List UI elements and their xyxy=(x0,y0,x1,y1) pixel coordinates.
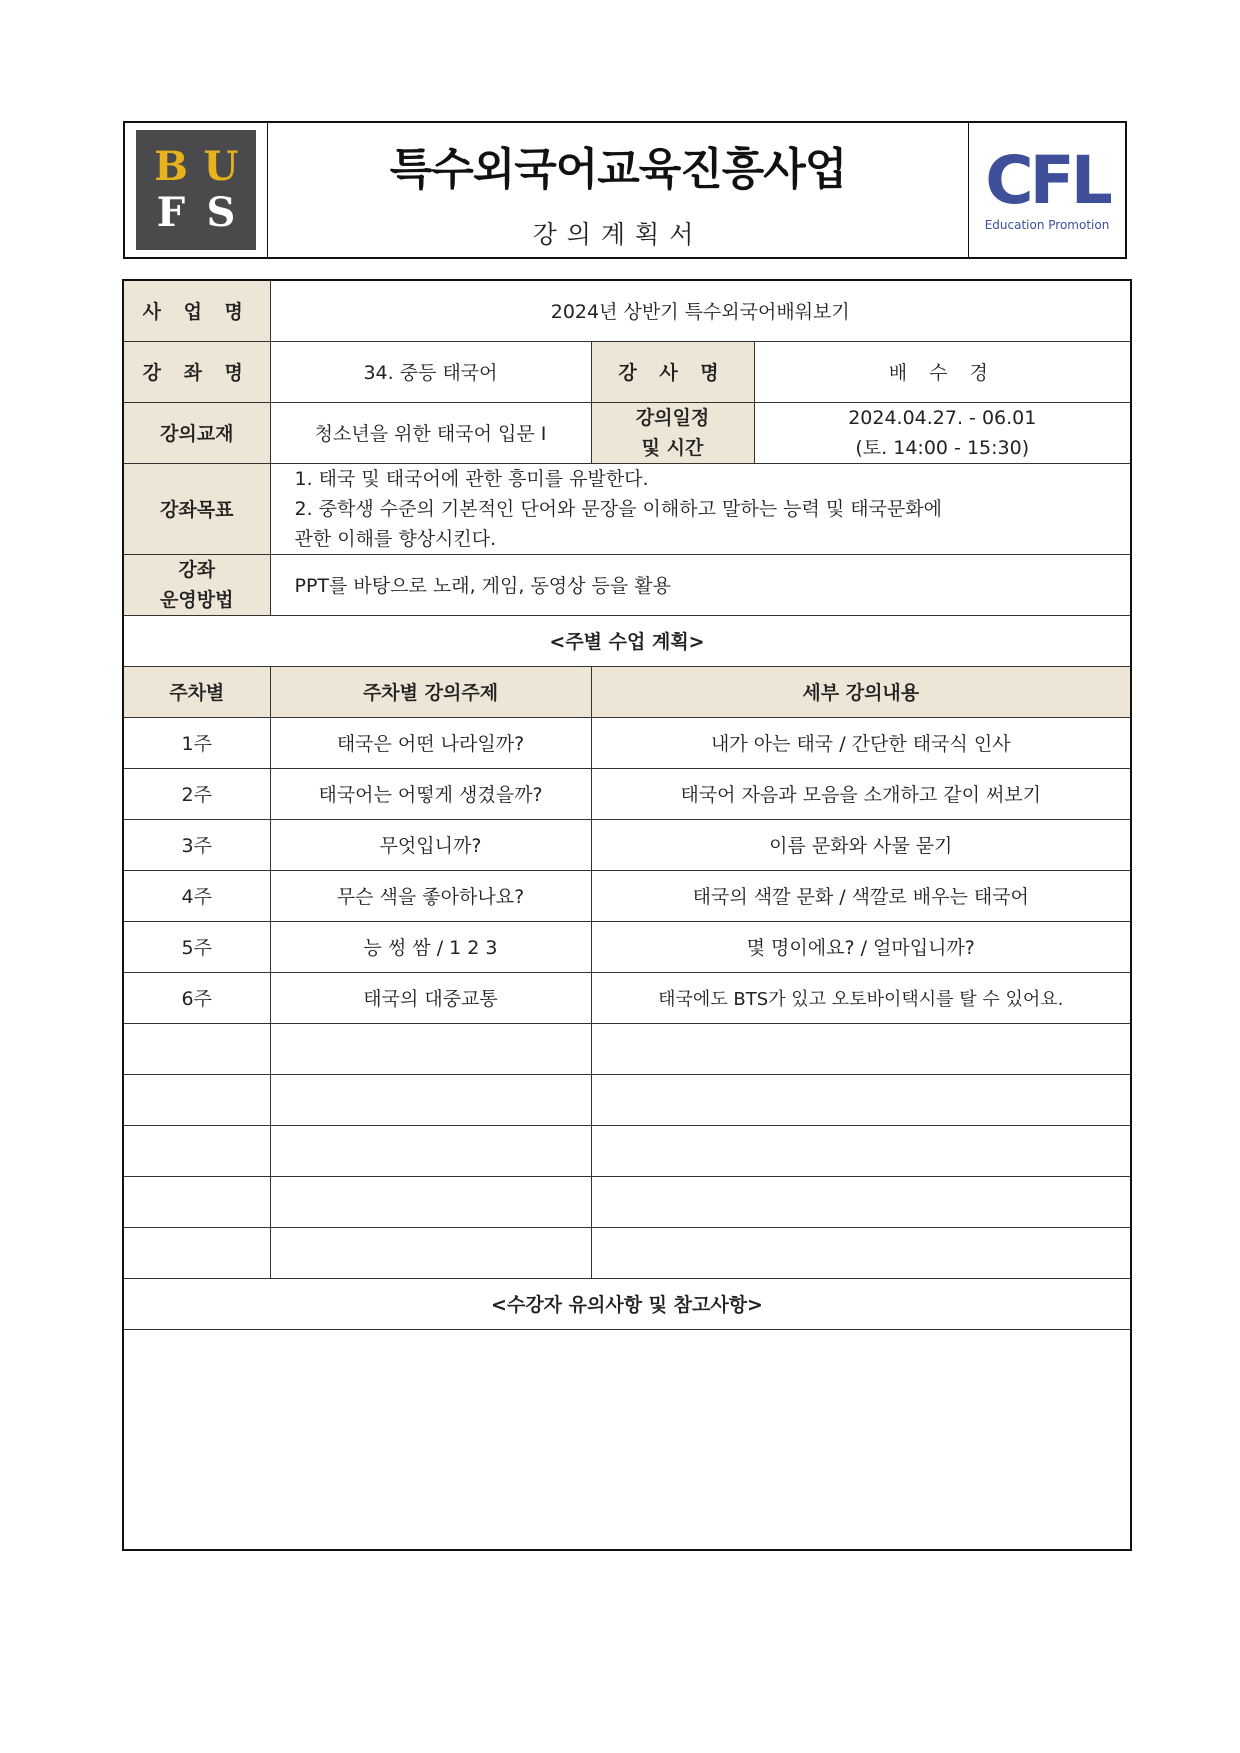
weekly-header-week: 주차별 xyxy=(123,666,270,717)
notes-section-row xyxy=(123,1278,1131,1329)
topic-cell xyxy=(270,1023,591,1074)
weekly-header-topic: 주차별 강의주제 xyxy=(270,666,591,717)
method-value: PPT를 바탕으로 노래, 게임, 동영상 등을 활용 xyxy=(270,554,1131,615)
course-value: 34. 중등 태국어 xyxy=(270,341,591,402)
instructor-label: 강 사 명 xyxy=(591,341,754,402)
bufs-letter-s: S xyxy=(206,189,236,236)
detail-cell: 태국의 색깔 문화 / 색깔로 배우는 태국어 xyxy=(591,870,1131,921)
week-cell: 3주 xyxy=(123,819,270,870)
week-cell xyxy=(123,1023,270,1074)
schedule-date-range: 2024.04.27. - 06.01 xyxy=(848,406,1037,429)
week-cell xyxy=(123,1074,270,1125)
table-row xyxy=(123,972,1131,1023)
topic-cell: 태국의 대중교통 xyxy=(270,972,591,1023)
topic-cell xyxy=(270,1176,591,1227)
topic-cell xyxy=(270,1125,591,1176)
document-subtitle: 강의계획서 xyxy=(532,220,704,249)
bufs-letter-b: B xyxy=(154,143,188,190)
schedule-label-line-1: 강의일정 xyxy=(635,406,710,429)
project-value: 2024년 상반기 특수외국어배워보기 xyxy=(270,280,1131,341)
table-row xyxy=(123,819,1131,870)
goal-label: 강좌목표 xyxy=(123,463,270,554)
table-row xyxy=(123,1074,1131,1125)
detail-cell xyxy=(591,1227,1131,1278)
table-row xyxy=(123,1023,1131,1074)
weekly-header-row xyxy=(123,666,1131,717)
detail-cell: 태국에도 BTS가 있고 오토바이택시를 탈 수 있어요. xyxy=(591,972,1131,1023)
detail-cell: 이름 문화와 사물 묻기 xyxy=(591,819,1131,870)
project-label: 사 업 명 xyxy=(123,280,270,341)
table-row xyxy=(123,1125,1131,1176)
detail-cell xyxy=(591,1176,1131,1227)
bufs-logo-cell xyxy=(125,123,268,257)
detail-cell: 내가 아는 태국 / 간단한 태국식 인사 xyxy=(591,717,1131,768)
goal-line-1: 1. 태국 및 태국어에 관한 흥미를 유발한다. xyxy=(294,467,649,490)
textbook-value: 청소년을 위한 태국어 입문 Ⅰ xyxy=(270,402,591,463)
table-row xyxy=(123,870,1131,921)
goal-value xyxy=(270,463,1131,554)
detail-cell xyxy=(591,1125,1131,1176)
detail-cell xyxy=(591,1023,1131,1074)
topic-cell: 무슨 색을 좋아하나요? xyxy=(270,870,591,921)
table-row xyxy=(123,717,1131,768)
topic-cell xyxy=(270,1074,591,1125)
goal-row xyxy=(123,463,1131,554)
table-row xyxy=(123,768,1131,819)
textbook-row xyxy=(123,402,1131,463)
weekly-header-detail: 세부 강의내용 xyxy=(591,666,1131,717)
project-row xyxy=(123,280,1131,341)
notes-content xyxy=(123,1329,1131,1550)
notes-section-title: <수강자 유의사항 및 참고사항> xyxy=(123,1278,1131,1329)
document-header xyxy=(123,121,1127,259)
week-cell: 5주 xyxy=(123,921,270,972)
week-cell: 4주 xyxy=(123,870,270,921)
topic-cell: 태국어는 어떻게 생겼을까? xyxy=(270,768,591,819)
schedule-label xyxy=(591,402,754,463)
goal-line-3: 관한 이해를 향상시킨다. xyxy=(294,527,497,550)
method-label-line-2: 운영방법 xyxy=(160,588,234,611)
course-row xyxy=(123,341,1131,402)
topic-cell: 무엇입니까? xyxy=(270,819,591,870)
textbook-label: 강의교재 xyxy=(123,402,270,463)
method-label xyxy=(123,554,270,615)
detail-cell: 몇 명이에요? / 얼마입니까? xyxy=(591,921,1131,972)
topic-cell: 능 썽 쌈 / 1 2 3 xyxy=(270,921,591,972)
weekly-section-title: <주별 수업 계획> xyxy=(123,615,1131,666)
week-cell: 1주 xyxy=(123,717,270,768)
week-cell: 6주 xyxy=(123,972,270,1023)
week-cell: 2주 xyxy=(123,768,270,819)
method-row xyxy=(123,554,1131,615)
goal-line-2: 2. 중학생 수준의 기본적인 단어와 문장을 이해하고 말하는 능력 및 태국문화에 xyxy=(294,497,942,520)
schedule-time: (토. 14:00 - 15:30) xyxy=(855,436,1030,459)
table-row xyxy=(123,921,1131,972)
notes-row xyxy=(123,1329,1131,1550)
table-row xyxy=(123,1227,1131,1278)
document-title: 특수외국어교육진흥사업 xyxy=(389,144,847,195)
week-cell xyxy=(123,1176,270,1227)
week-cell xyxy=(123,1125,270,1176)
cfl-logo-mark: CFL xyxy=(985,142,1109,219)
cfl-logo xyxy=(968,123,1125,257)
schedule-value xyxy=(754,402,1131,463)
course-label: 강 좌 명 xyxy=(123,341,270,402)
cfl-logo-caption: Education Promotion xyxy=(984,218,1110,232)
weekly-section-row xyxy=(123,615,1131,666)
detail-cell xyxy=(591,1074,1131,1125)
topic-cell: 태국은 어떤 나라일까? xyxy=(270,717,591,768)
lecture-plan-table xyxy=(122,279,1132,1551)
bufs-letter-u: U xyxy=(203,143,239,190)
schedule-label-line-2: 및 시간 xyxy=(641,436,704,459)
detail-cell: 태국어 자음과 모음을 소개하고 같이 써보기 xyxy=(591,768,1131,819)
instructor-value: 배 수 경 xyxy=(754,341,1131,402)
header-title-block xyxy=(268,123,968,257)
week-cell xyxy=(123,1227,270,1278)
table-row xyxy=(123,1176,1131,1227)
bufs-letter-f: F xyxy=(156,189,186,236)
topic-cell xyxy=(270,1227,591,1278)
method-label-line-1: 강좌 xyxy=(178,558,216,581)
bufs-logo xyxy=(136,130,256,250)
